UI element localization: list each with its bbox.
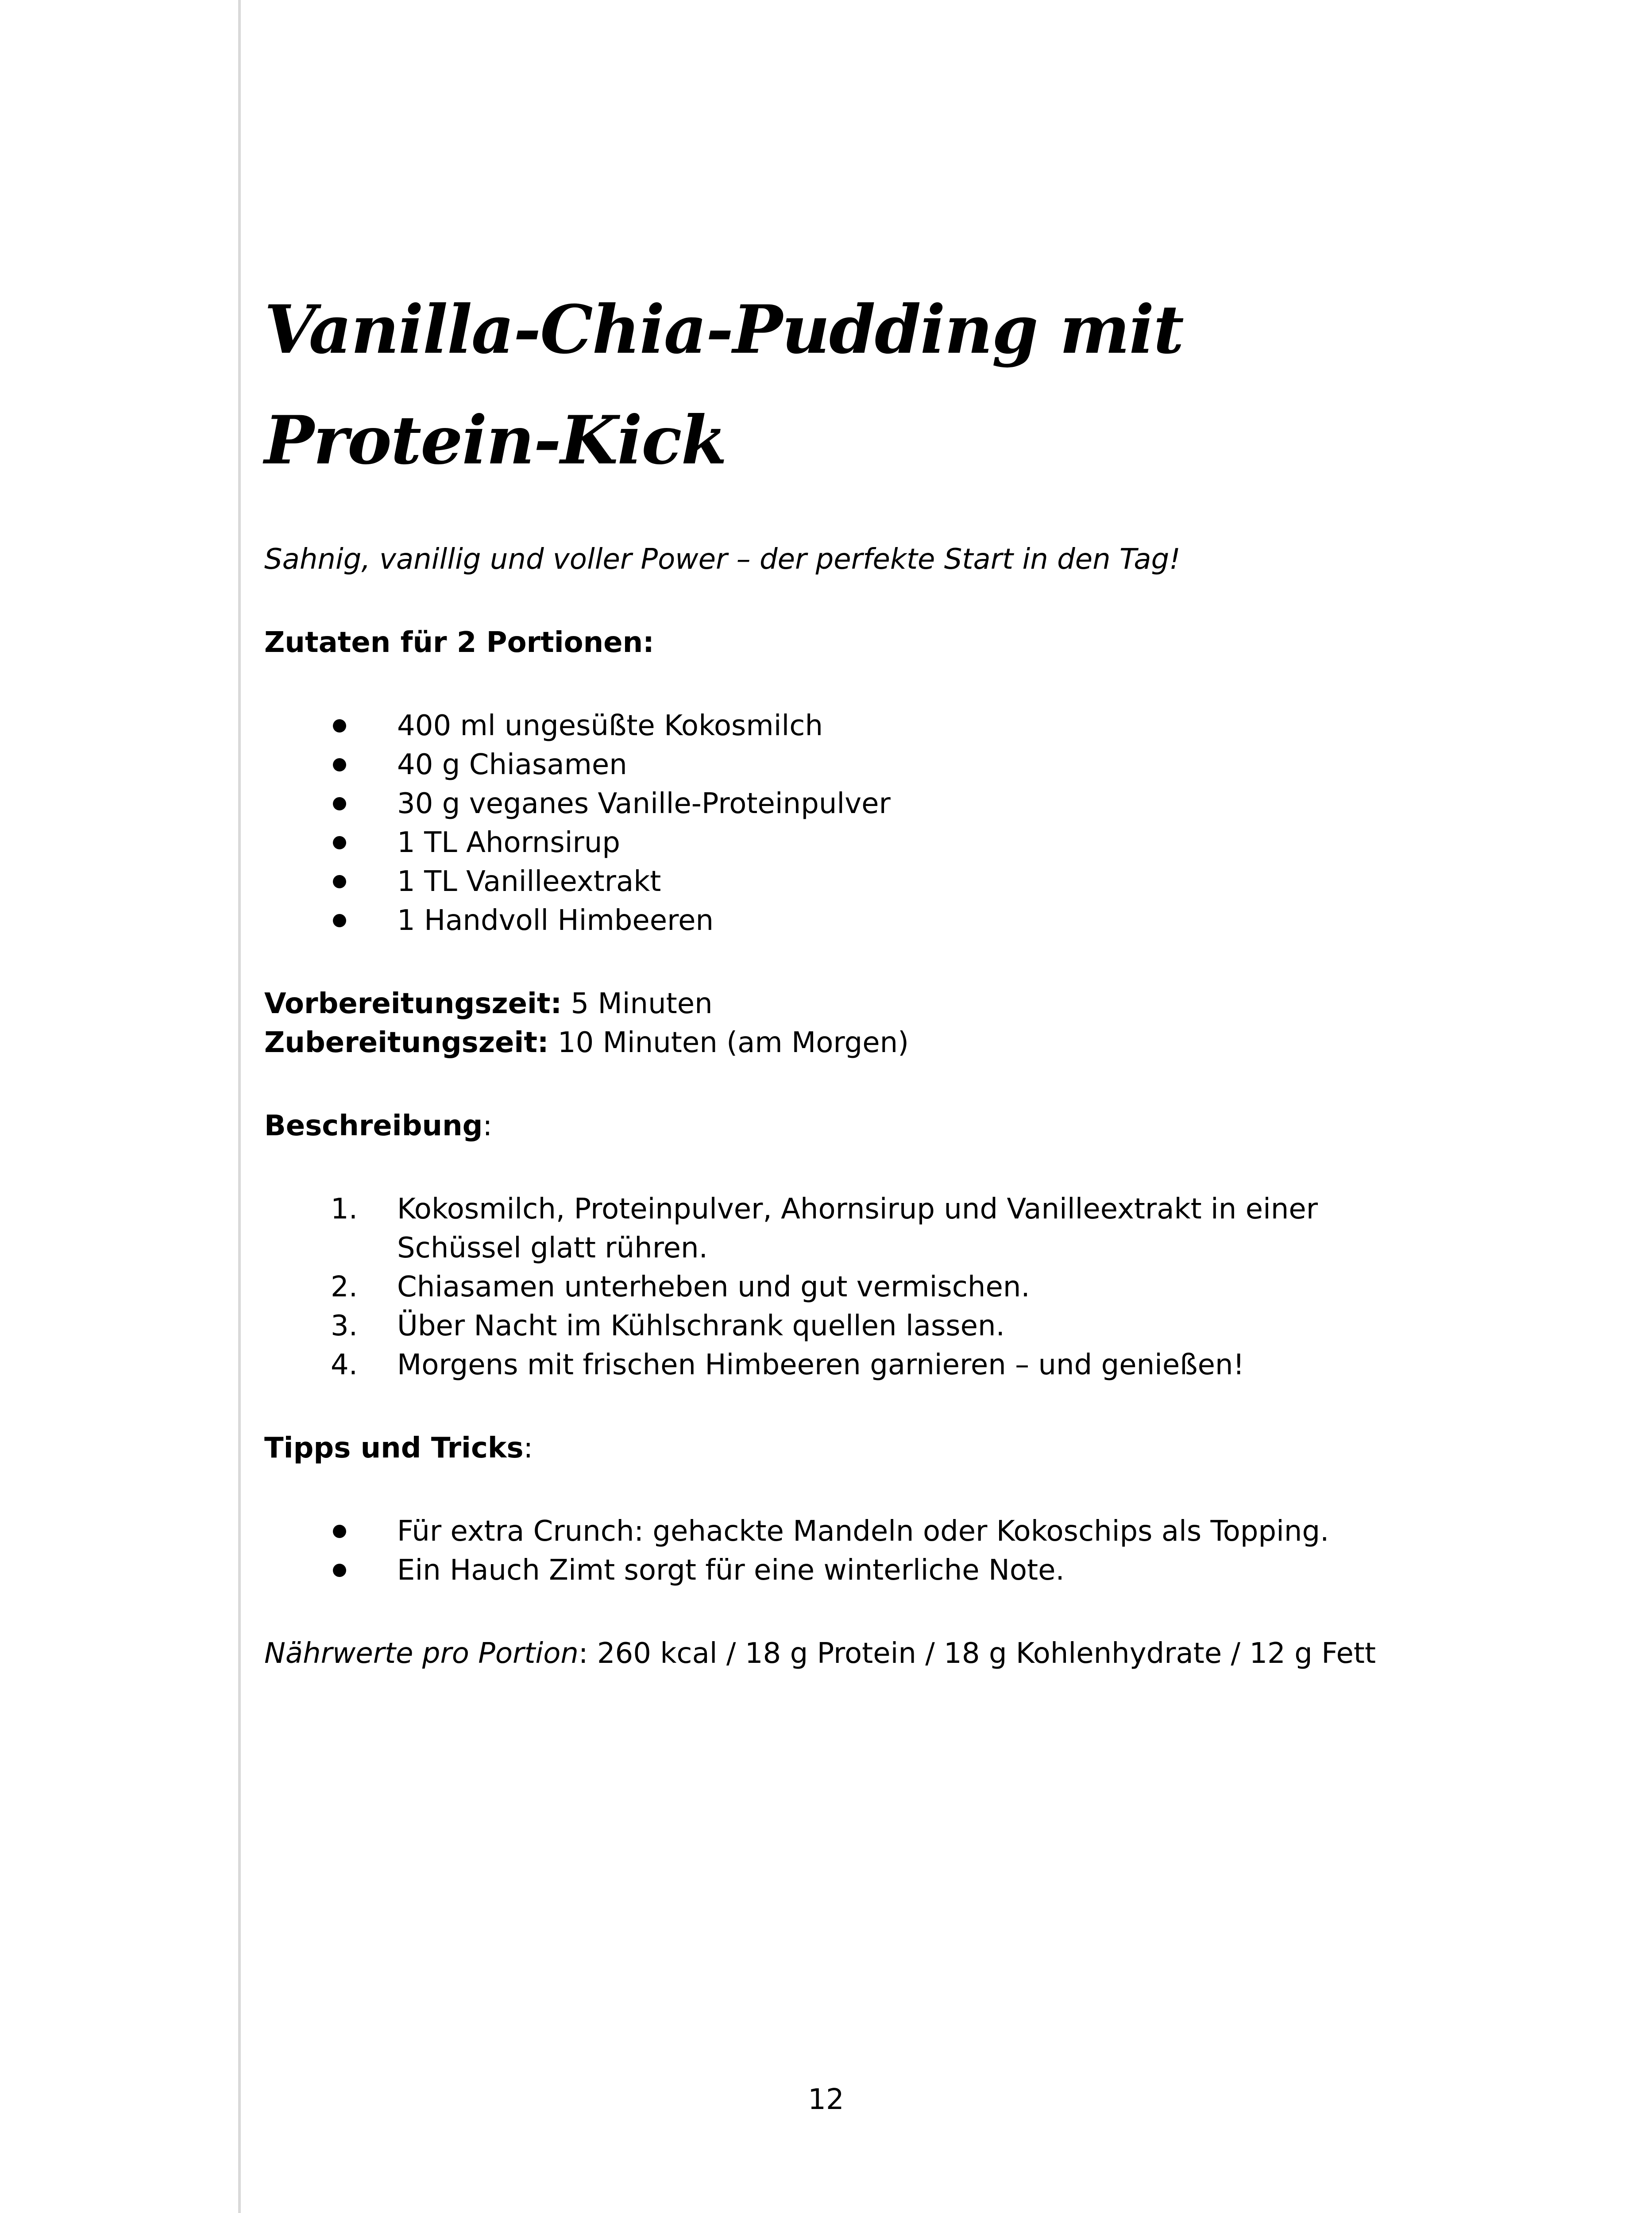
ingredient-text: 30 g veganes Vanille-Proteinpulver xyxy=(397,787,891,820)
ingredient-item xyxy=(264,862,1389,901)
bullet-icon xyxy=(333,758,346,771)
steps-list xyxy=(264,1190,1389,1384)
ingredients-heading-text: Zutaten für 2 Portionen: xyxy=(264,626,654,659)
step-text: Chiasamen unterheben und gut vermischen. xyxy=(397,1271,1030,1303)
tip-text: Ein Hauch Zimt sorgt für eine winterliche Note. xyxy=(397,1554,1065,1587)
step-number: 3. xyxy=(331,1310,358,1342)
tips-heading-colon: : xyxy=(523,1432,533,1465)
step-number: 4. xyxy=(331,1349,358,1381)
tips-heading xyxy=(264,1429,1389,1468)
tips-list xyxy=(264,1512,1389,1590)
page-number: 12 xyxy=(808,2083,844,2116)
tip-text: Für extra Crunch: gehackte Mandeln oder Kokoschips als Topping. xyxy=(397,1515,1329,1548)
step-number: 2. xyxy=(331,1271,358,1303)
description-heading-colon: : xyxy=(482,1110,492,1142)
step-item xyxy=(264,1346,1389,1384)
bullet-icon xyxy=(333,875,346,888)
description-heading-text: Beschreibung xyxy=(264,1110,483,1142)
bullet-icon xyxy=(333,1564,346,1577)
ingredient-item xyxy=(264,706,1389,745)
prep-time xyxy=(264,984,1389,1023)
cook-time xyxy=(264,1023,1389,1062)
cook-time-label: Zubereitungszeit: xyxy=(264,1026,549,1059)
nutrition-info xyxy=(264,1634,1389,1673)
ingredient-text: 1 TL Vanilleextrakt xyxy=(397,865,661,898)
step-item xyxy=(264,1268,1389,1307)
nutrition-label: Nährwerte pro Portion xyxy=(264,1637,579,1670)
time-info xyxy=(264,984,1389,1062)
bullet-icon xyxy=(333,719,346,733)
step-item xyxy=(264,1307,1389,1346)
recipe-title: Vanilla-Chia-Pudding mit Protein-Kick xyxy=(264,291,1183,479)
page-margin-line xyxy=(238,0,241,2213)
prep-time-label: Vorbereitungszeit: xyxy=(264,987,562,1020)
ingredient-item xyxy=(264,901,1389,940)
bullet-icon xyxy=(333,914,346,927)
bullet-icon xyxy=(333,1525,346,1538)
nutrition-value: : 260 kcal / 18 g Protein / 18 g Kohlenhydrate / 12 g Fett xyxy=(578,1637,1376,1670)
tip-item xyxy=(264,1512,1389,1551)
ingredients-list xyxy=(264,706,1389,940)
ingredient-item xyxy=(264,745,1389,784)
recipe-subtitle: Sahnig, vanillig und voller Power – der perfekte Start in den Tag! xyxy=(264,543,1181,576)
ingredients-heading xyxy=(264,623,1389,662)
step-text: Über Nacht im Kühlschrank quellen lassen. xyxy=(397,1310,1005,1342)
bullet-icon xyxy=(333,797,346,810)
bullet-icon xyxy=(333,836,346,849)
step-number: 1. xyxy=(331,1193,358,1226)
step-text: Kokosmilch, Proteinpulver, Ahornsirup und Vanilleextrakt in einer Schüssel glatt rühren. xyxy=(397,1193,1318,1265)
ingredient-item xyxy=(264,784,1389,823)
tips-heading-text: Tipps und Tricks xyxy=(264,1432,524,1465)
ingredient-text: 400 ml ungesüßte Kokosmilch xyxy=(397,709,823,742)
step-text: Morgens mit frischen Himbeeren garnieren – und genießen! xyxy=(397,1349,1245,1381)
recipe-page-content xyxy=(264,274,1389,1701)
ingredient-item xyxy=(264,823,1389,862)
ingredient-text: 1 Handvoll Himbeeren xyxy=(397,904,714,937)
tip-item xyxy=(264,1551,1389,1590)
cook-time-value: 10 Minuten (am Morgen) xyxy=(557,1026,909,1059)
ingredient-text: 1 TL Ahornsirup xyxy=(397,826,621,859)
ingredient-text: 40 g Chiasamen xyxy=(397,748,627,781)
prep-time-value: 5 Minuten xyxy=(571,987,713,1020)
description-heading xyxy=(264,1106,1389,1145)
step-item xyxy=(264,1190,1389,1268)
